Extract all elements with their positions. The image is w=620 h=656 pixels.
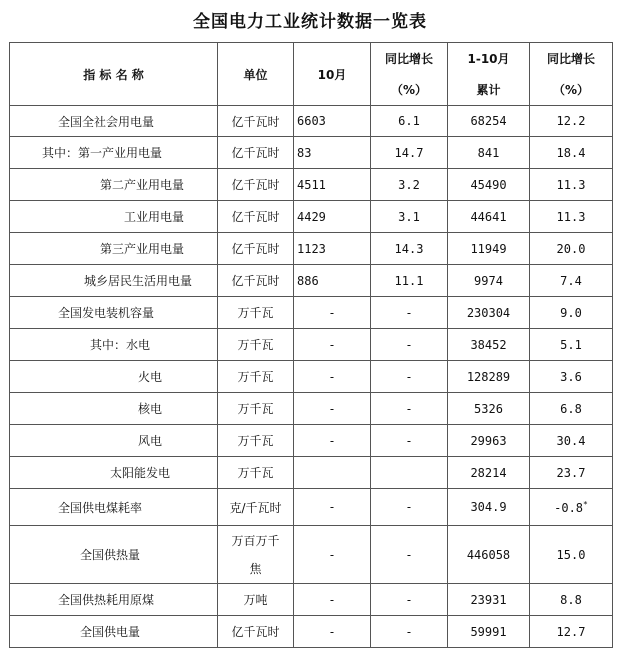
row-month: 1123 <box>294 233 371 265</box>
row-cum: 11949 <box>448 233 530 265</box>
row-cum: 45490 <box>448 169 530 201</box>
header-unit: 单位 <box>218 43 294 106</box>
header-yoy1-bottom: （%） <box>371 74 448 106</box>
row-unit: 万千瓦 <box>218 425 294 457</box>
row-name: 全国供热耗用原煤 <box>10 584 218 616</box>
row-name: 第二产业用电量 <box>10 169 218 201</box>
row-unit: 万千瓦 <box>218 329 294 361</box>
row-yoy2: 20.0 <box>530 233 613 265</box>
row-yoy2 <box>530 489 613 526</box>
row-unit: 亿千瓦时 <box>218 265 294 297</box>
row-month: - <box>294 489 371 526</box>
row-cum: 446058 <box>448 526 530 584</box>
row-month: - <box>294 361 371 393</box>
row-yoy2: 7.4 <box>530 265 613 297</box>
row-name: 第三产业用电量 <box>10 233 218 265</box>
header-indicator: 指 标 名 称 <box>10 43 218 106</box>
row-name: 全国发电装机容量 <box>10 297 218 329</box>
table-row <box>10 457 613 489</box>
row-month: - <box>294 584 371 616</box>
row-yoy2: 11.3 <box>530 201 613 233</box>
row-month: - <box>294 329 371 361</box>
row-unit: 克/千瓦时 <box>218 489 294 526</box>
row-yoy1: - <box>371 329 448 361</box>
row-unit: 亿千瓦时 <box>218 233 294 265</box>
row-month: - <box>294 526 371 584</box>
row-cum: 128289 <box>448 361 530 393</box>
row-cum: 38452 <box>448 329 530 361</box>
row-yoy1: - <box>371 393 448 425</box>
row-name: 全国供电煤耗率 <box>10 489 218 526</box>
row-month: - <box>294 393 371 425</box>
row-cum: 44641 <box>448 201 530 233</box>
row-yoy1: - <box>371 526 448 584</box>
row-yoy1: - <box>371 489 448 526</box>
row-cum: 5326 <box>448 393 530 425</box>
row-cum: 23931 <box>448 584 530 616</box>
statistics-table <box>9 42 613 648</box>
row-month: - <box>294 425 371 457</box>
table-row <box>10 329 613 361</box>
row-unit: 万千瓦 <box>218 361 294 393</box>
row-name: 太阳能发电 <box>10 457 218 489</box>
table-row <box>10 526 613 584</box>
header-row <box>10 43 613 75</box>
row-yoy2: 11.3 <box>530 169 613 201</box>
row-yoy2: 8.8 <box>530 584 613 616</box>
table-row <box>10 297 613 329</box>
row-unit: 亿千瓦时 <box>218 137 294 169</box>
row-yoy2: 6.8 <box>530 393 613 425</box>
row-yoy2: 23.7 <box>530 457 613 489</box>
table-row <box>10 265 613 297</box>
row-yoy2-value: -0.8 <box>554 500 584 515</box>
row-unit: 亿千瓦时 <box>218 169 294 201</box>
table-row <box>10 137 613 169</box>
table-row <box>10 361 613 393</box>
row-yoy2: 18.4 <box>530 137 613 169</box>
row-cum: 9974 <box>448 265 530 297</box>
row-yoy1: 14.7 <box>371 137 448 169</box>
row-yoy1 <box>371 457 448 489</box>
table-row <box>10 584 613 616</box>
row-name: 工业用电量 <box>10 201 218 233</box>
header-yoy1-top: 同比增长 <box>371 43 448 75</box>
table-row <box>10 616 613 648</box>
footnote-mark: * <box>583 499 588 509</box>
row-name: 城乡居民生活用电量 <box>10 265 218 297</box>
row-cum: 28214 <box>448 457 530 489</box>
row-name: 其中：第一产业用电量 <box>10 137 218 169</box>
row-cum: 59991 <box>448 616 530 648</box>
row-unit: 万吨 <box>218 584 294 616</box>
row-yoy2: 12.2 <box>530 106 613 137</box>
row-name: 风电 <box>10 425 218 457</box>
page-title: 全国电力工业统计数据一览表 <box>193 12 427 32</box>
row-yoy2: 15.0 <box>530 526 613 584</box>
row-month: 4511 <box>294 169 371 201</box>
row-unit: 万千瓦 <box>218 297 294 329</box>
row-name: 全国供热量 <box>10 526 218 584</box>
row-name: 全国全社会用电量 <box>10 106 218 137</box>
row-yoy1: - <box>371 297 448 329</box>
row-unit: 亿千瓦时 <box>218 106 294 137</box>
row-cum: 304.9 <box>448 489 530 526</box>
row-name: 全国供电量 <box>10 616 218 648</box>
row-unit: 亿千瓦时 <box>218 201 294 233</box>
table-row <box>10 233 613 265</box>
row-unit: 万千瓦 <box>218 457 294 489</box>
row-month: 83 <box>294 137 371 169</box>
row-cum: 841 <box>448 137 530 169</box>
row-yoy2: 5.1 <box>530 329 613 361</box>
row-yoy2: 12.7 <box>530 616 613 648</box>
row-yoy2: 3.6 <box>530 361 613 393</box>
table-row <box>10 201 613 233</box>
table-row <box>10 489 613 526</box>
row-cum: 29963 <box>448 425 530 457</box>
row-month: - <box>294 616 371 648</box>
row-yoy1: 11.1 <box>371 265 448 297</box>
row-yoy2: 9.0 <box>530 297 613 329</box>
header-cum-top: 1-10月 <box>448 43 530 75</box>
table-row <box>10 169 613 201</box>
row-month: 6603 <box>294 106 371 137</box>
header-cum-bottom: 累计 <box>448 74 530 106</box>
row-yoy1: 6.1 <box>371 106 448 137</box>
row-yoy1: - <box>371 361 448 393</box>
row-month <box>294 457 371 489</box>
header-month: 10月 <box>294 43 371 106</box>
row-yoy1: - <box>371 584 448 616</box>
row-yoy1: 3.2 <box>371 169 448 201</box>
row-cum: 68254 <box>448 106 530 137</box>
header-yoy2-top: 同比增长 <box>530 43 613 75</box>
table-row <box>10 106 613 137</box>
row-yoy1: 3.1 <box>371 201 448 233</box>
row-yoy1: - <box>371 616 448 648</box>
row-unit <box>218 526 294 584</box>
row-month: 4429 <box>294 201 371 233</box>
row-month: 886 <box>294 265 371 297</box>
row-month: - <box>294 297 371 329</box>
row-yoy1: - <box>371 425 448 457</box>
row-name: 火电 <box>10 361 218 393</box>
row-cum: 230304 <box>448 297 530 329</box>
row-name: 核电 <box>10 393 218 425</box>
row-unit: 万千瓦 <box>218 393 294 425</box>
row-unit-top: 万百万千 <box>231 533 280 548</box>
row-yoy2: 30.4 <box>530 425 613 457</box>
header-yoy2-bottom: （%） <box>530 74 613 106</box>
row-unit: 亿千瓦时 <box>218 616 294 648</box>
table-row <box>10 425 613 457</box>
table-row <box>10 393 613 425</box>
row-unit-bottom: 焦 <box>249 561 262 576</box>
row-name: 其中：水电 <box>10 329 218 361</box>
row-yoy1: 14.3 <box>371 233 448 265</box>
